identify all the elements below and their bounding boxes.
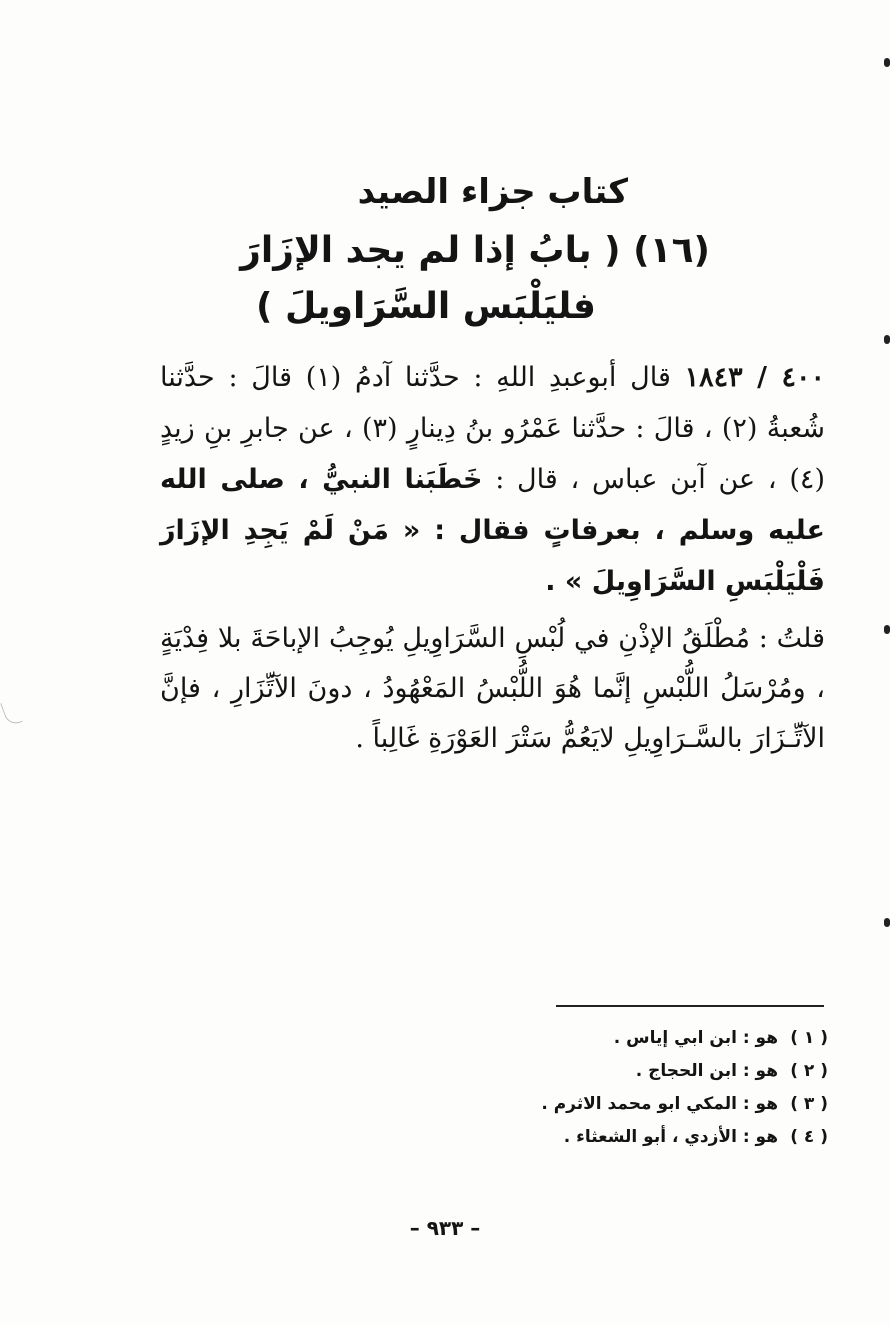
footnote-text: هو : ابن ابي إياس .	[613, 1028, 778, 1048]
hadith-text: خَطَبَنا النبيُّ ، صلى الله عليه وسلم ، بعرفاتٍ فقال : « مَنْ لَمْ يَجِدِ الإزَارَ فَلْيَلْبَسِ السَّرَاوِيلَ » .	[160, 464, 825, 597]
footnote-number: ( ٢ )	[790, 1061, 828, 1081]
footnote-3	[541, 1088, 828, 1121]
footnote-1	[541, 1022, 828, 1055]
footnote-2	[541, 1055, 828, 1088]
footnote-text: هو : المكي ابو محمد الاثرم .	[541, 1094, 778, 1114]
footnote-number: ( ٣ )	[790, 1094, 828, 1114]
footnote-text: هو : ابن الحجاج .	[635, 1061, 778, 1081]
footnote-number: ( ١ )	[790, 1028, 828, 1048]
hadith-chain: قال أبوعبدِ اللهِ : حدَّثنا آدمُ (١) قالَ : حدَّثنا شُعبةُ (٢) ، قالَ : حدَّثنا عَمْرُو بنُ دِينارٍ (٣) ، عن جابرِ بنِ زيدٍ (٤) ، عن آبن عباس ، قال :	[160, 362, 826, 495]
book-title: كتاب جزاء الصيد	[357, 172, 628, 212]
footnote-number: ( ٤ )	[790, 1127, 828, 1147]
edge-dot	[884, 918, 890, 927]
footnote-text: هو : الأزدي ، أبو الشعثاء .	[563, 1127, 778, 1147]
hadith-number: ٤٠٠ / ١٨٤٣	[684, 362, 825, 393]
chapter-title-line-1: (١٦) ( بابُ إذا لم يجد الإزَارَ	[240, 230, 710, 271]
margin-pencil-mark	[0, 698, 23, 727]
chapter-title-line-2: فليَلْبَس السَّرَاويلَ )	[255, 286, 596, 327]
edge-dot	[884, 625, 890, 634]
footnote-divider	[556, 1005, 824, 1007]
hadith-paragraph	[160, 352, 825, 607]
footnotes	[541, 1022, 828, 1154]
edge-dot	[884, 58, 890, 67]
edge-dot	[884, 335, 890, 344]
commentary-paragraph: قلتُ : مُطْلَقُ الإذْنِ في لُبْسِ السَّرَاوِيلِ يُوجِبُ الإباحَةَ بلا فِدْيَةٍ ، ومُرْسَلُ اللُّبْسِ إنَّما هُوَ اللُّبْسُ المَعْهُودُ ، دونَ الآتِّزَارِ ، فإنَّ الآتِّـزَارَ بالسَّـرَاوِيلِ لايَعُمُّ سَتْرَ العَوْرَةِ غَالِباً .	[160, 623, 825, 754]
page-number: – ٩٣٣ –	[409, 1216, 481, 1240]
footnote-4	[541, 1121, 828, 1154]
